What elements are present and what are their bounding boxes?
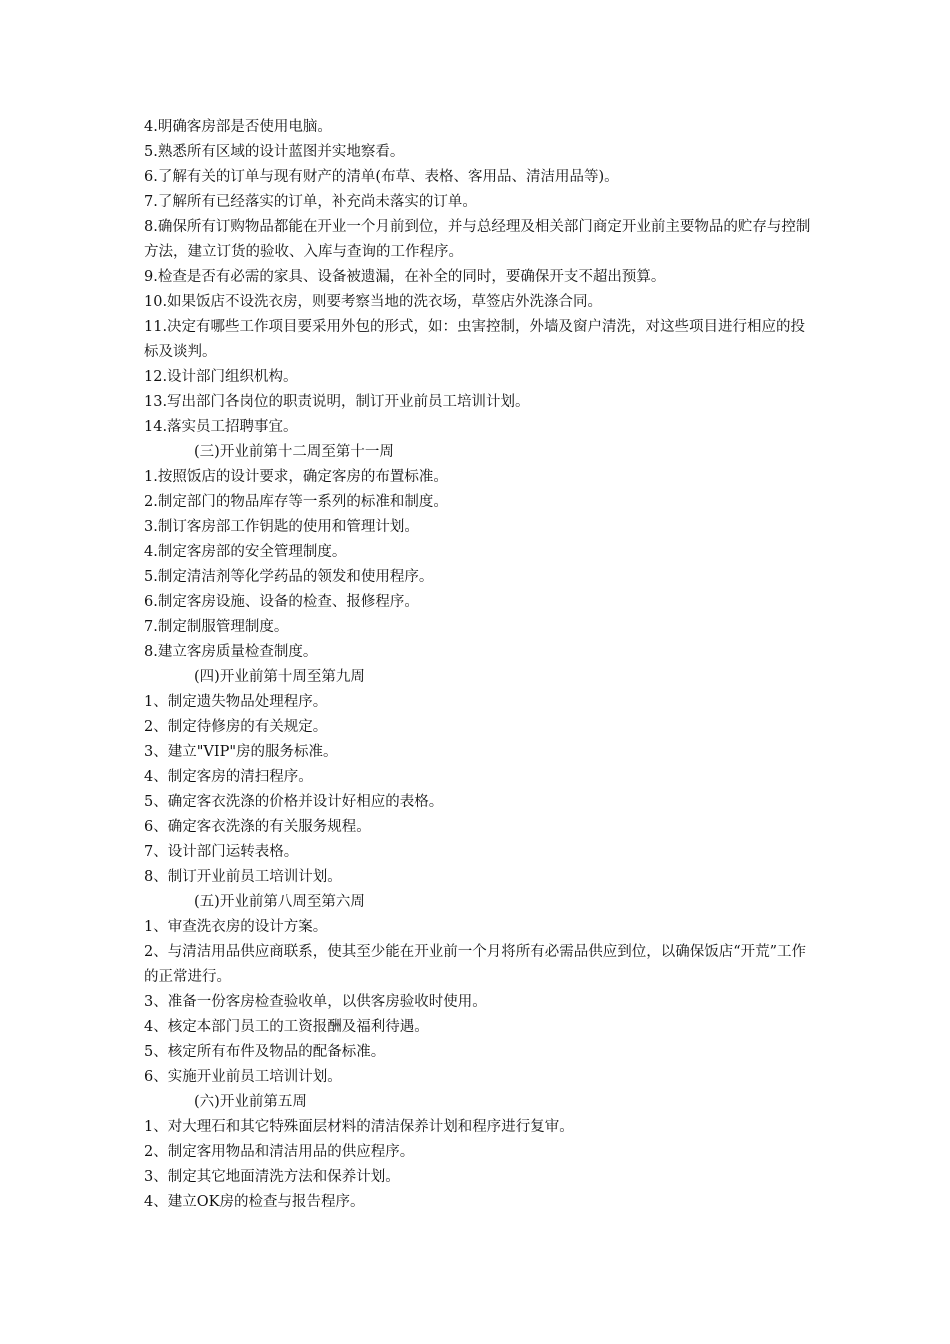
section-heading: (四)开业前第十周至第九周 bbox=[194, 669, 365, 685]
list-item: 6、实施开业前员工培训计划。 bbox=[144, 1069, 342, 1085]
list-item: 1.按照饭店的设计要求，确定客房的布置标准。 bbox=[144, 469, 448, 485]
list-item: 11.决定有哪些工作项目要采用外包的形式，如：虫害控制，外墙及窗户清洗，对这些项目进行相应的投标及谈判。 bbox=[144, 319, 806, 360]
list-item: 3.制订客房部工作钥匙的使用和管理计划。 bbox=[144, 519, 419, 535]
list-item: 4.制定客房部的安全管理制度。 bbox=[144, 544, 347, 560]
list-item: 4、制定客房的清扫程序。 bbox=[144, 769, 313, 785]
list-item: 13.写出部门各岗位的职责说明，制订开业前员工培训计划。 bbox=[144, 394, 530, 410]
list-item: 8、制订开业前员工培训计划。 bbox=[144, 869, 342, 885]
list-item: 3、建立"VIP"房的服务标准。 bbox=[144, 744, 338, 760]
list-item: 7.制定制服管理制度。 bbox=[144, 619, 289, 635]
list-item: 9.检查是否有必需的家具、设备被遗漏，在补全的同时，要确保开支不超出预算。 bbox=[144, 269, 666, 285]
list-item: 8.确保所有订购物品都能在开业一个月前到位，并与总经理及相关部门商定开业前主要物品的贮存与控制方法，建立订货的验收、入库与查询的工作程序。 bbox=[144, 219, 811, 260]
list-item: 12.设计部门组织机构。 bbox=[144, 369, 298, 385]
list-item: 5.熟悉所有区域的设计蓝图并实地察看。 bbox=[144, 144, 405, 160]
list-item: 5、确定客衣洗涤的价格并设计好相应的表格。 bbox=[144, 794, 444, 810]
list-item: 6.了解有关的订单与现有财产的清单(布草、表格、客用品、清洁用品等)。 bbox=[144, 169, 619, 185]
list-item: 6、确定客衣洗涤的有关服务规程。 bbox=[144, 819, 371, 835]
list-item: 4.明确客房部是否使用电脑。 bbox=[144, 119, 332, 135]
list-item: 10.如果饭店不设洗衣房，则要考察当地的洗衣场，草签店外洗涤合同。 bbox=[144, 294, 603, 310]
list-item: 2.制定部门的物品库存等一系列的标准和制度。 bbox=[144, 494, 448, 510]
list-item: 2、与清洁用品供应商联系，使其至少能在开业前一个月将所有必需品供应到位，以确保饭店“开荒”工作的正常进行。 bbox=[144, 944, 807, 985]
list-item: 1、对大理石和其它特殊面层材料的清洁保养计划和程序进行复审。 bbox=[144, 1119, 574, 1135]
section-heading: (五)开业前第八周至第六周 bbox=[194, 894, 365, 910]
list-item: 14.落实员工招聘事宜。 bbox=[144, 419, 298, 435]
list-item: 8.建立客房质量检查制度。 bbox=[144, 644, 318, 660]
section-heading: (三)开业前第十二周至第十一周 bbox=[194, 444, 394, 460]
list-item: 4、建立OK房的检查与报告程序。 bbox=[144, 1194, 365, 1210]
list-item: 2、制定客用物品和清洁用品的供应程序。 bbox=[144, 1144, 415, 1160]
list-item: 3、准备一份客房检查验收单，以供客房验收时使用。 bbox=[144, 994, 487, 1010]
section-heading: (六)开业前第五周 bbox=[194, 1094, 307, 1110]
list-item: 7、设计部门运转表格。 bbox=[144, 844, 299, 860]
list-item: 2、制定待修房的有关规定。 bbox=[144, 719, 328, 735]
document-page bbox=[144, 115, 814, 1215]
list-item: 6.制定客房设施、设备的检查、报修程序。 bbox=[144, 594, 419, 610]
list-item: 1、审查洗衣房的设计方案。 bbox=[144, 919, 328, 935]
list-item: 5、核定所有布件及物品的配备标准。 bbox=[144, 1044, 386, 1060]
list-item: 1、制定遗失物品处理程序。 bbox=[144, 694, 328, 710]
list-item: 5.制定清洁剂等化学药品的领发和使用程序。 bbox=[144, 569, 434, 585]
list-item: 4、核定本部门员工的工资报酬及福利待遇。 bbox=[144, 1019, 429, 1035]
list-item: 7.了解所有已经落实的订单，补充尚未落实的订单。 bbox=[144, 194, 477, 210]
list-item: 3、制定其它地面清洗方法和保养计划。 bbox=[144, 1169, 400, 1185]
